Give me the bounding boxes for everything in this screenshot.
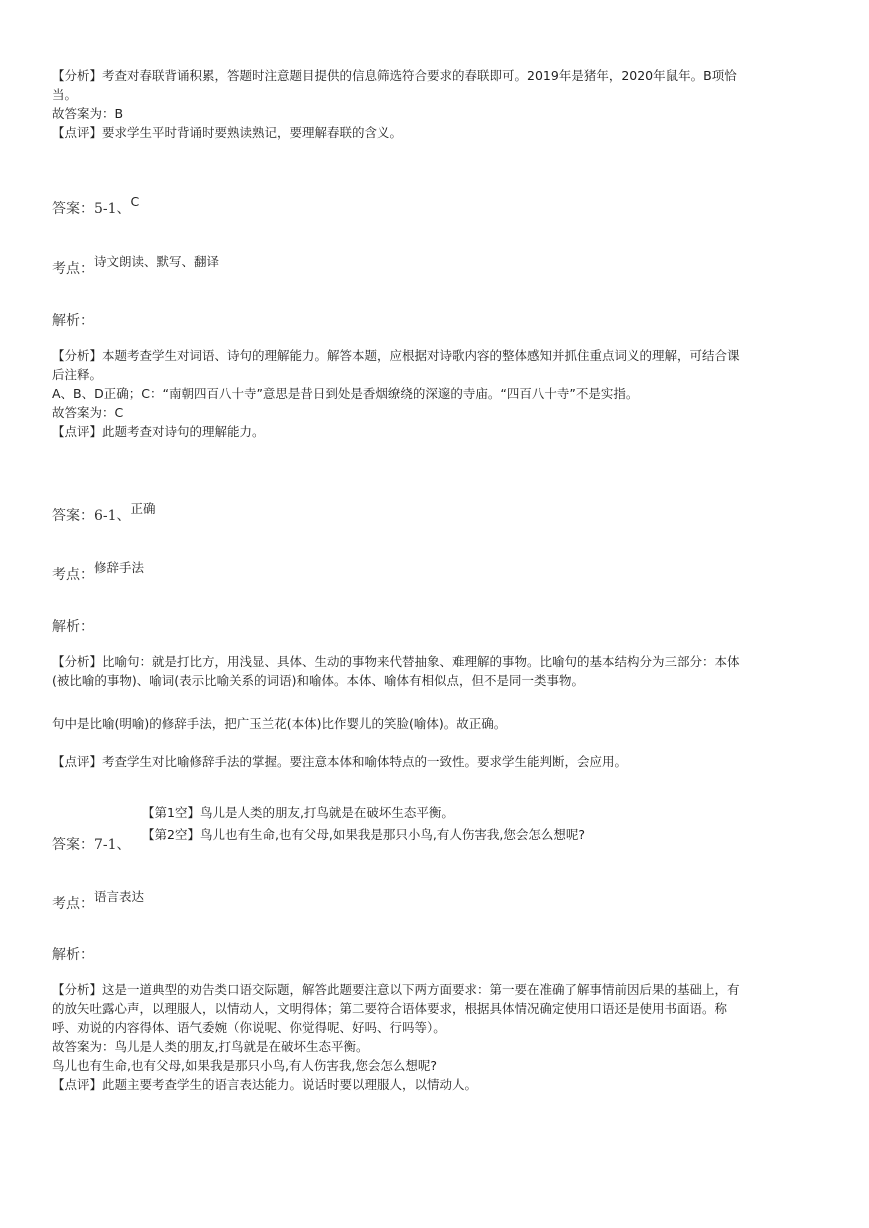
- answer-label: 答案：5-1、: [52, 201, 131, 217]
- answer-label-7: 答案：7-1、: [52, 837, 131, 853]
- point-value: 修辞手法: [94, 560, 145, 575]
- blank-2: 【第2空】鸟儿也有生命,也有父母,如果我是那只小鸟,有人伤害我,您会怎么想呢?: [142, 827, 585, 842]
- analysis-line: 【点评】考查学生对比喻修辞手法的掌握。要注意本体和喻体特点的一致性。要求学生能判断，会应用。: [52, 754, 628, 769]
- point-value: 语言表达: [94, 889, 145, 904]
- analysis-block-5: [52, 346, 822, 441]
- analysis-line: (被比喻的事物)、喻词(表示比喻关系的词语)和喻体。本体、喻体有相似点，但不是同一类事物。: [52, 673, 585, 688]
- point-label: 考点：: [52, 896, 94, 912]
- analysis-line: 【点评】要求学生平时背诵时要熟读熟记，要理解春联的含义。: [52, 125, 403, 140]
- answer-row-6: [52, 501, 156, 525]
- parse-label-5: 解析：: [52, 313, 94, 329]
- answer-label: 答案：6-1、: [52, 508, 131, 524]
- point-row-7: [52, 889, 145, 913]
- analysis-line: 故答案为：C: [52, 405, 124, 420]
- analysis-line: 呼、劝说的内容得体、语气委婉（你说呢、你觉得呢、好吗、行吗等）。: [52, 1020, 446, 1035]
- analysis-block-7: [52, 980, 822, 1094]
- point-value: 诗文朗读、默写、翻译: [94, 254, 220, 269]
- parse-label-7: 解析：: [52, 947, 94, 963]
- analysis-block-6: [52, 652, 822, 690]
- analysis-line: 【点评】此题考查对诗句的理解能力。: [52, 424, 265, 439]
- parse-label-6: 解析：: [52, 619, 94, 635]
- answer-value: 正确: [130, 501, 156, 516]
- analysis-line: 【分析】考查对春联背诵积累，答题时注意题目提供的信息筛选符合要求的春联即可。2019年是猪年，2020年鼠年。B项恰: [52, 68, 737, 83]
- analysis-line: 的放矢吐露心声，以理服人，以情动人，文明得体；第二要符合语体要求，根据具体情况确定使用口语还是使用书面语。称: [52, 1001, 728, 1016]
- blank-1: 【第1空】鸟儿是人类的朋友,打鸟就是在破坏生态平衡。: [142, 805, 454, 820]
- point-row-5: [52, 254, 220, 278]
- analysis-block-prev: [52, 66, 822, 142]
- analysis-line: 句中是比喻(明喻)的修辞手法，把广玉兰花(本体)比作婴儿的笑脸(喻体)。故正确。: [52, 716, 507, 731]
- point-label: 考点：: [52, 261, 94, 277]
- point-label: 考点：: [52, 567, 94, 583]
- analysis-line: 【点评】此题主要考查学生的语言表达能力。说话时要以理服人，以情动人。: [52, 1077, 478, 1092]
- analysis-line: 后注释。: [52, 367, 103, 382]
- analysis-line: 【分析】这是一道典型的劝告类口语交际题，解答此题要注意以下两方面要求：第一要在准确了解事情前因后果的基础上，有: [52, 982, 740, 997]
- analysis-line: A、B、D正确；C：“南朝四百八十寺”意思是昔日到处是香烟缭绕的深邃的寺庙。“四百八十寺”不是实指。: [52, 386, 639, 401]
- analysis-line: 【分析】比喻句：就是打比方，用浅显、具体、生动的事物来代替抽象、难理解的事物。比喻句的基本结构分为三部分：本体: [52, 654, 740, 669]
- analysis-line: 当。: [52, 87, 78, 102]
- analysis-line: 【分析】本题考查学生对词语、诗句的理解能力。解答本题，应根据对诗歌内容的整体感知并抓住重点词义的理解，可结合课: [52, 348, 740, 363]
- analysis-line: 鸟儿也有生命,也有父母,如果我是那只小鸟,有人伤害我,您会怎么想呢?: [52, 1058, 438, 1073]
- analysis-line: 故答案为：B: [52, 106, 124, 121]
- answer-blanks-7: [142, 802, 585, 846]
- answer-value: C: [130, 194, 140, 209]
- answer-row-5: [52, 194, 140, 218]
- point-row-6: [52, 560, 145, 584]
- analysis-line: 故答案为：鸟儿是人类的朋友,打鸟就是在破坏生态平衡。: [52, 1039, 369, 1054]
